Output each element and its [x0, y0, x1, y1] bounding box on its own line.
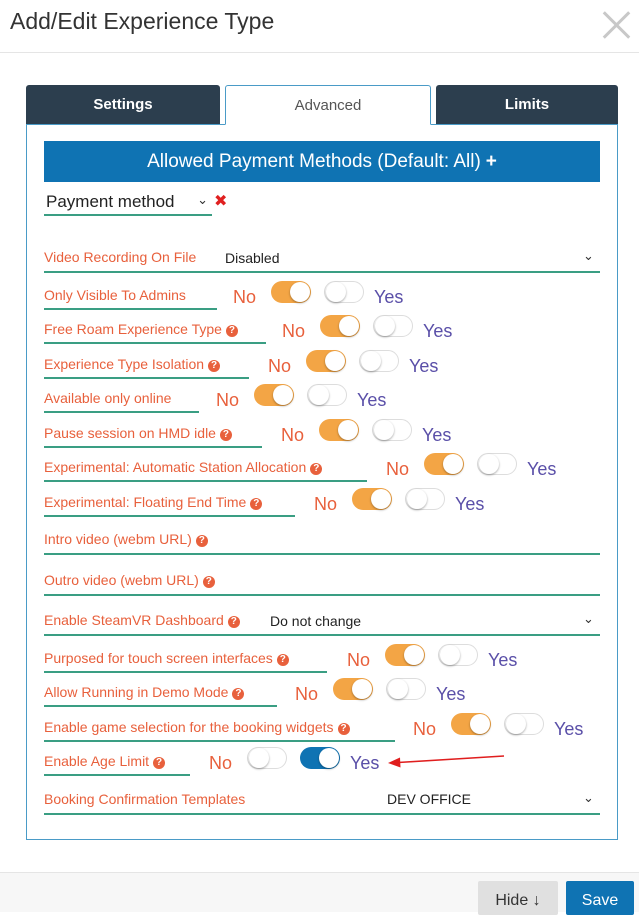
field-underline: [44, 480, 367, 482]
toggle-knob: [352, 679, 372, 699]
auto-station-label: [44, 459, 322, 475]
available-online-label: Available only online: [44, 390, 172, 406]
toggle-knob: [249, 748, 269, 768]
isolation-label: [44, 356, 220, 372]
no-toggle[interactable]: [424, 453, 464, 475]
touch-screen-label-text: Purposed for touch screen interfaces: [44, 650, 273, 666]
help-icon[interactable]: ?: [232, 688, 244, 700]
no-toggle[interactable]: [451, 713, 491, 735]
help-icon[interactable]: ?: [196, 535, 208, 547]
booking-templates-label: Booking Confirmation Templates: [44, 791, 246, 807]
yes-toggle[interactable]: [405, 488, 445, 510]
yes-label: Yes: [409, 356, 439, 376]
yes-toggle[interactable]: [307, 384, 347, 406]
age-limit-label-text: Enable Age Limit: [44, 753, 150, 769]
yes-toggle[interactable]: [372, 419, 412, 441]
remove-icon[interactable]: ✖: [214, 193, 228, 210]
yes-label: Yes: [436, 684, 466, 704]
chevron-down-icon: ⌄: [583, 790, 594, 805]
toggle-knob: [388, 679, 408, 699]
no-toggle[interactable]: [352, 488, 392, 510]
save-button[interactable]: Save: [566, 881, 634, 915]
intro-video-label-text: Intro video (webm URL): [44, 531, 192, 547]
allowed-payment-methods-label: Allowed Payment Methods (Default: All): [147, 151, 481, 172]
free-roam-label-text: Free Roam Experience Type: [44, 321, 222, 337]
yes-toggle[interactable]: [504, 713, 544, 735]
yes-toggle[interactable]: [438, 644, 478, 666]
help-icon[interactable]: ?: [228, 616, 240, 628]
toggle-knob: [319, 748, 339, 768]
toggle-knob: [375, 316, 395, 336]
toggle-knob: [440, 645, 460, 665]
no-toggle[interactable]: [247, 747, 287, 769]
no-toggle[interactable]: [333, 678, 373, 700]
toggle-knob: [470, 714, 490, 734]
help-icon[interactable]: ?: [220, 429, 232, 441]
toggle-knob: [273, 385, 293, 405]
no-label: No: [281, 425, 305, 445]
touch-screen-label: [44, 650, 289, 666]
no-label: No: [295, 684, 319, 704]
pause-hmd-label: [44, 425, 232, 441]
video-recording-select[interactable]: Disabled: [225, 250, 280, 266]
yes-label: Yes: [422, 425, 452, 445]
yes-toggle[interactable]: [477, 453, 517, 475]
toggle-knob: [407, 489, 427, 509]
steamvr-dashboard-label: [44, 612, 240, 628]
toggle-knob: [371, 489, 391, 509]
chevron-down-icon: ⌄: [197, 192, 208, 207]
no-label: No: [413, 719, 437, 739]
no-toggle[interactable]: [385, 644, 425, 666]
yes-label: Yes: [350, 753, 380, 773]
no-label: No: [386, 459, 410, 479]
field-underline: [44, 515, 295, 517]
outro-video-input[interactable]: [44, 594, 600, 596]
toggle-knob: [325, 351, 345, 371]
only-visible-admins-label: Only Visible To Admins: [44, 287, 186, 303]
no-toggle[interactable]: [306, 350, 346, 372]
booking-templates-select[interactable]: DEV OFFICE: [387, 791, 472, 807]
no-label: No: [209, 753, 233, 773]
yes-label: Yes: [423, 321, 453, 341]
field-underline: [44, 774, 190, 776]
help-icon[interactable]: ?: [277, 654, 289, 666]
allowed-payment-methods-button[interactable]: [44, 141, 600, 182]
steamvr-underline: [44, 634, 600, 636]
video-recording-label: Video Recording On File: [44, 249, 197, 265]
game-selection-label-text: Enable game selection for the booking widgets: [44, 719, 334, 735]
yes-toggle[interactable]: [359, 350, 399, 372]
no-label: No: [233, 287, 257, 307]
help-icon[interactable]: ?: [250, 498, 262, 510]
yes-label: Yes: [554, 719, 584, 739]
payment-method-select[interactable]: [44, 190, 212, 216]
yes-label: Yes: [455, 494, 485, 514]
free-roam-label: [44, 321, 238, 337]
pause-hmd-label-text: Pause session on HMD idle: [44, 425, 216, 441]
toggle-knob: [339, 316, 359, 336]
yes-label: Yes: [374, 287, 404, 307]
close-icon[interactable]: [599, 6, 633, 44]
isolation-label-text: Experience Type Isolation: [44, 356, 205, 372]
intro-video-input[interactable]: [44, 553, 600, 555]
age-limit-label: [44, 753, 165, 769]
intro-video-label: [44, 531, 208, 547]
field-underline: [44, 671, 327, 673]
booking-templates-underline: [44, 813, 600, 815]
help-icon[interactable]: ?: [338, 723, 350, 735]
field-underline: [44, 740, 395, 742]
tab-limits[interactable]: Limits: [436, 85, 618, 125]
toggle-knob: [506, 714, 526, 734]
help-icon[interactable]: ?: [153, 757, 165, 769]
no-label: No: [347, 650, 371, 670]
outro-video-label-text: Outro video (webm URL): [44, 572, 199, 588]
payment-method-value: Payment method: [46, 192, 175, 211]
demo-mode-label: [44, 684, 244, 700]
annotation-arrow-icon: [388, 752, 506, 772]
help-icon[interactable]: ?: [310, 463, 322, 475]
field-underline: [44, 342, 266, 344]
toggle-knob: [479, 454, 499, 474]
yes-toggle[interactable]: [300, 747, 340, 769]
yes-toggle[interactable]: [373, 315, 413, 337]
no-label: No: [216, 390, 240, 410]
video-recording-underline: [44, 271, 600, 273]
toggle-knob: [309, 385, 329, 405]
auto-station-label-text: Experimental: Automatic Station Allocation: [44, 459, 307, 475]
chevron-down-icon: ⌄: [583, 248, 594, 263]
floating-end-label: [44, 494, 262, 510]
help-icon[interactable]: ?: [203, 576, 215, 588]
modal-title: Add/Edit Experience Type: [10, 8, 275, 34]
plus-icon: +: [485, 151, 497, 172]
yes-label: Yes: [357, 390, 387, 410]
no-label: No: [282, 321, 306, 341]
no-toggle[interactable]: [320, 315, 360, 337]
help-icon[interactable]: ?: [226, 325, 238, 337]
help-icon[interactable]: ?: [208, 360, 220, 372]
hide-button[interactable]: Hide ↓: [478, 881, 558, 915]
toggle-knob: [404, 645, 424, 665]
steamvr-dashboard-label-text: Enable SteamVR Dashboard: [44, 612, 224, 628]
toggle-knob: [326, 282, 346, 302]
steamvr-dashboard-select[interactable]: Do not change: [270, 613, 362, 629]
field-underline: [44, 411, 199, 413]
tab-advanced[interactable]: Advanced: [225, 85, 431, 125]
yes-label: Yes: [488, 650, 518, 670]
toggle-knob: [374, 420, 394, 440]
toggle-knob: [361, 351, 381, 371]
no-toggle[interactable]: [271, 281, 311, 303]
yes-toggle[interactable]: [324, 281, 364, 303]
field-underline: [44, 446, 262, 448]
no-label: No: [314, 494, 338, 514]
chevron-down-icon: ⌄: [583, 611, 594, 626]
outro-video-label: [44, 572, 215, 588]
toggle-knob: [443, 454, 463, 474]
toggle-knob: [338, 420, 358, 440]
game-selection-label: [44, 719, 350, 735]
floating-end-label-text: Experimental: Floating End Time: [44, 494, 247, 510]
yes-label: Yes: [527, 459, 557, 479]
yes-toggle[interactable]: [386, 678, 426, 700]
field-underline: [44, 377, 249, 379]
field-underline: [44, 705, 277, 707]
tab-settings[interactable]: Settings: [26, 85, 220, 125]
no-label: No: [268, 356, 292, 376]
toggle-knob: [290, 282, 310, 302]
demo-mode-label-text: Allow Running in Demo Mode: [44, 684, 229, 700]
field-underline: [44, 308, 217, 310]
no-toggle[interactable]: [254, 384, 294, 406]
no-toggle[interactable]: [319, 419, 359, 441]
